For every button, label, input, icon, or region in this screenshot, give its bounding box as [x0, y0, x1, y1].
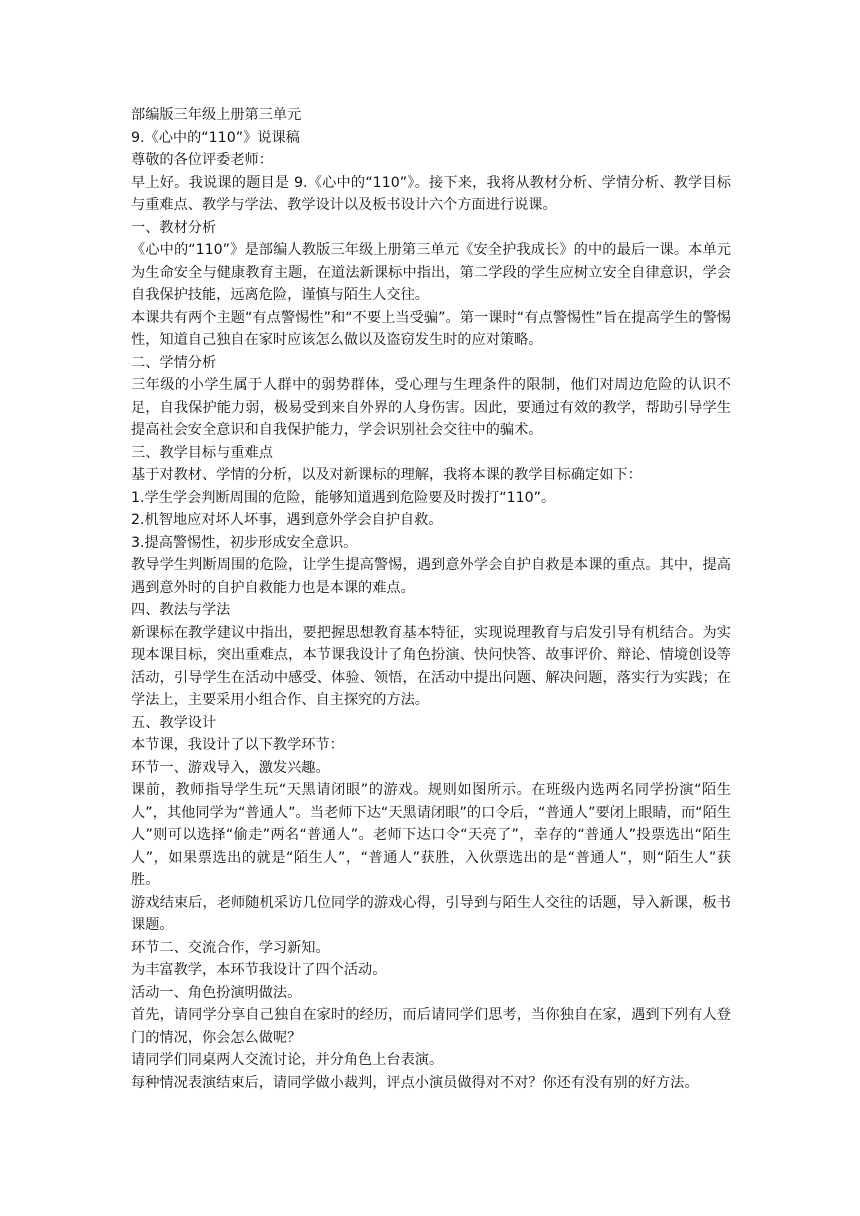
document-title: 9.《心中的“110”》说课稿	[131, 129, 300, 146]
paragraph: 本课共有两个主题“有点警惕性”和“不要上当受骗”。第一课时“有点警惕性”旨在提高学生的警惕性，知道自己独自在家时应该怎么做以及盗窃发生时的应对策略。	[131, 309, 731, 348]
paragraph: 教导学生判断周围的危险，让学生提高警惕，遇到意外学会自护自救是本课的重点。其中，提高遇到意外时的自护自救能力也是本课的难点。	[131, 557, 731, 596]
paragraph: 请同学们同桌两人交流讨论，并分角色上台表演。	[131, 1052, 444, 1068]
section-heading: 四、教法与学法	[131, 602, 231, 618]
section-heading: 二、学情分析	[131, 354, 217, 371]
section-heading: 五、教学设计	[131, 714, 217, 731]
paragraph: 首先，请同学分享自己独自在家时的经历，而后请同学们思考，当你独自在家，遇到下列有人登门的情况，你会怎么做呢？	[131, 1007, 731, 1046]
paragraph: 环节二、交流合作，学习新知。	[131, 939, 330, 956]
paragraph: 活动一、角色扮演明做法。	[131, 984, 302, 1001]
paragraph: 三年级的小学生属于人群中的弱势群体，受心理与生理条件的限制，他们对周边危险的认识不足，自我保护能力弱，极易受到来自外界的人身伤害。因此，要通过有效的教学，帮助引导学生提高社会安全意识和自我保护能力，学会识别社会交往中的骗术。	[131, 377, 731, 438]
list-item: 1.学生学会判断周围的危险，能够知道遇到危险要及时拨打“110”。	[131, 489, 556, 506]
paragraph: 游戏结束后，老师随机采访几位同学的游戏心得，引导到与陌生人交往的话题，导入新课，板书课题。	[131, 894, 731, 933]
list-item: 3.提高警惕性，初步形成安全意识。	[131, 534, 358, 551]
greeting: 尊敬的各位评委老师：	[131, 152, 273, 168]
paragraph: 为丰富教学，本环节我设计了四个活动。	[131, 962, 387, 978]
paragraph: 课前，教师指导学生玩“天黑请闭眼”的游戏。规则如图所示。在班级内选两名同学扮演“陌生人”，其他同学为“普通人”。当老师下达“天黑请闭眼”的口令后，“普通人”要闭上眼睛，而“陌生人”则可以选择“偷走”两名“普通人”。老师下达口令“天亮了”，幸存的“普通人”投票选出“陌生人”，如果票选出的就是“陌生人”，“普通人”获胜，入伙票选出的是“普通人”，则“陌生人”获胜。	[131, 782, 731, 888]
paragraph: 每种情况表演结束后，请同学做小裁判，评点小演员做得对不对？你还有没有别的好方法。	[131, 1074, 699, 1091]
intro-paragraph: 早上好。我说课的题目是 9.《心中的“110”》。接下来，我将从教材分析、学情分析、教学目标与重难点、教学与学法、教学设计以及板书设计六个方面进行说课。	[131, 174, 731, 213]
paragraph: 《心中的“110”》是部编人教版三年级上册第三单元《安全护我成长》的中的最后一课。本单元为生命安全与健康教育主题，在道法新课标中指出，第二学段的学生应树立安全自律意识，学会自我保护技能，远离危险，谨慎与陌生人交往。	[131, 242, 731, 303]
paragraph: 本节课，我设计了以下教学环节：	[131, 737, 344, 753]
paragraph: 新课标在教学建议中指出，要把握思想教育基本特征，实现说理教育与启发引导有机结合。为实现本课目标，突出重难点，本节课我设计了角色扮演、快问快答、故事评价、辩论、情境创设等活动，引导学生在活动中感受、体验、领悟，在活动中提出问题、解决问题，落实行为实践；在学法上，主要采用小组合作、自主探究的方法。	[131, 624, 731, 708]
section-heading: 三、教学目标与重难点	[131, 444, 273, 461]
paragraph: 基于对教材、学情的分析，以及对新课标的理解，我将本课的教学目标确定如下：	[131, 467, 642, 483]
list-item: 2.机智地应对坏人坏事，遇到意外学会自护自救。	[131, 512, 443, 528]
paragraph: 环节一、游戏导入，激发兴趣。	[131, 759, 330, 776]
section-heading: 一、教材分析	[131, 219, 217, 236]
document-header: 部编版三年级上册第三单元	[131, 107, 302, 123]
